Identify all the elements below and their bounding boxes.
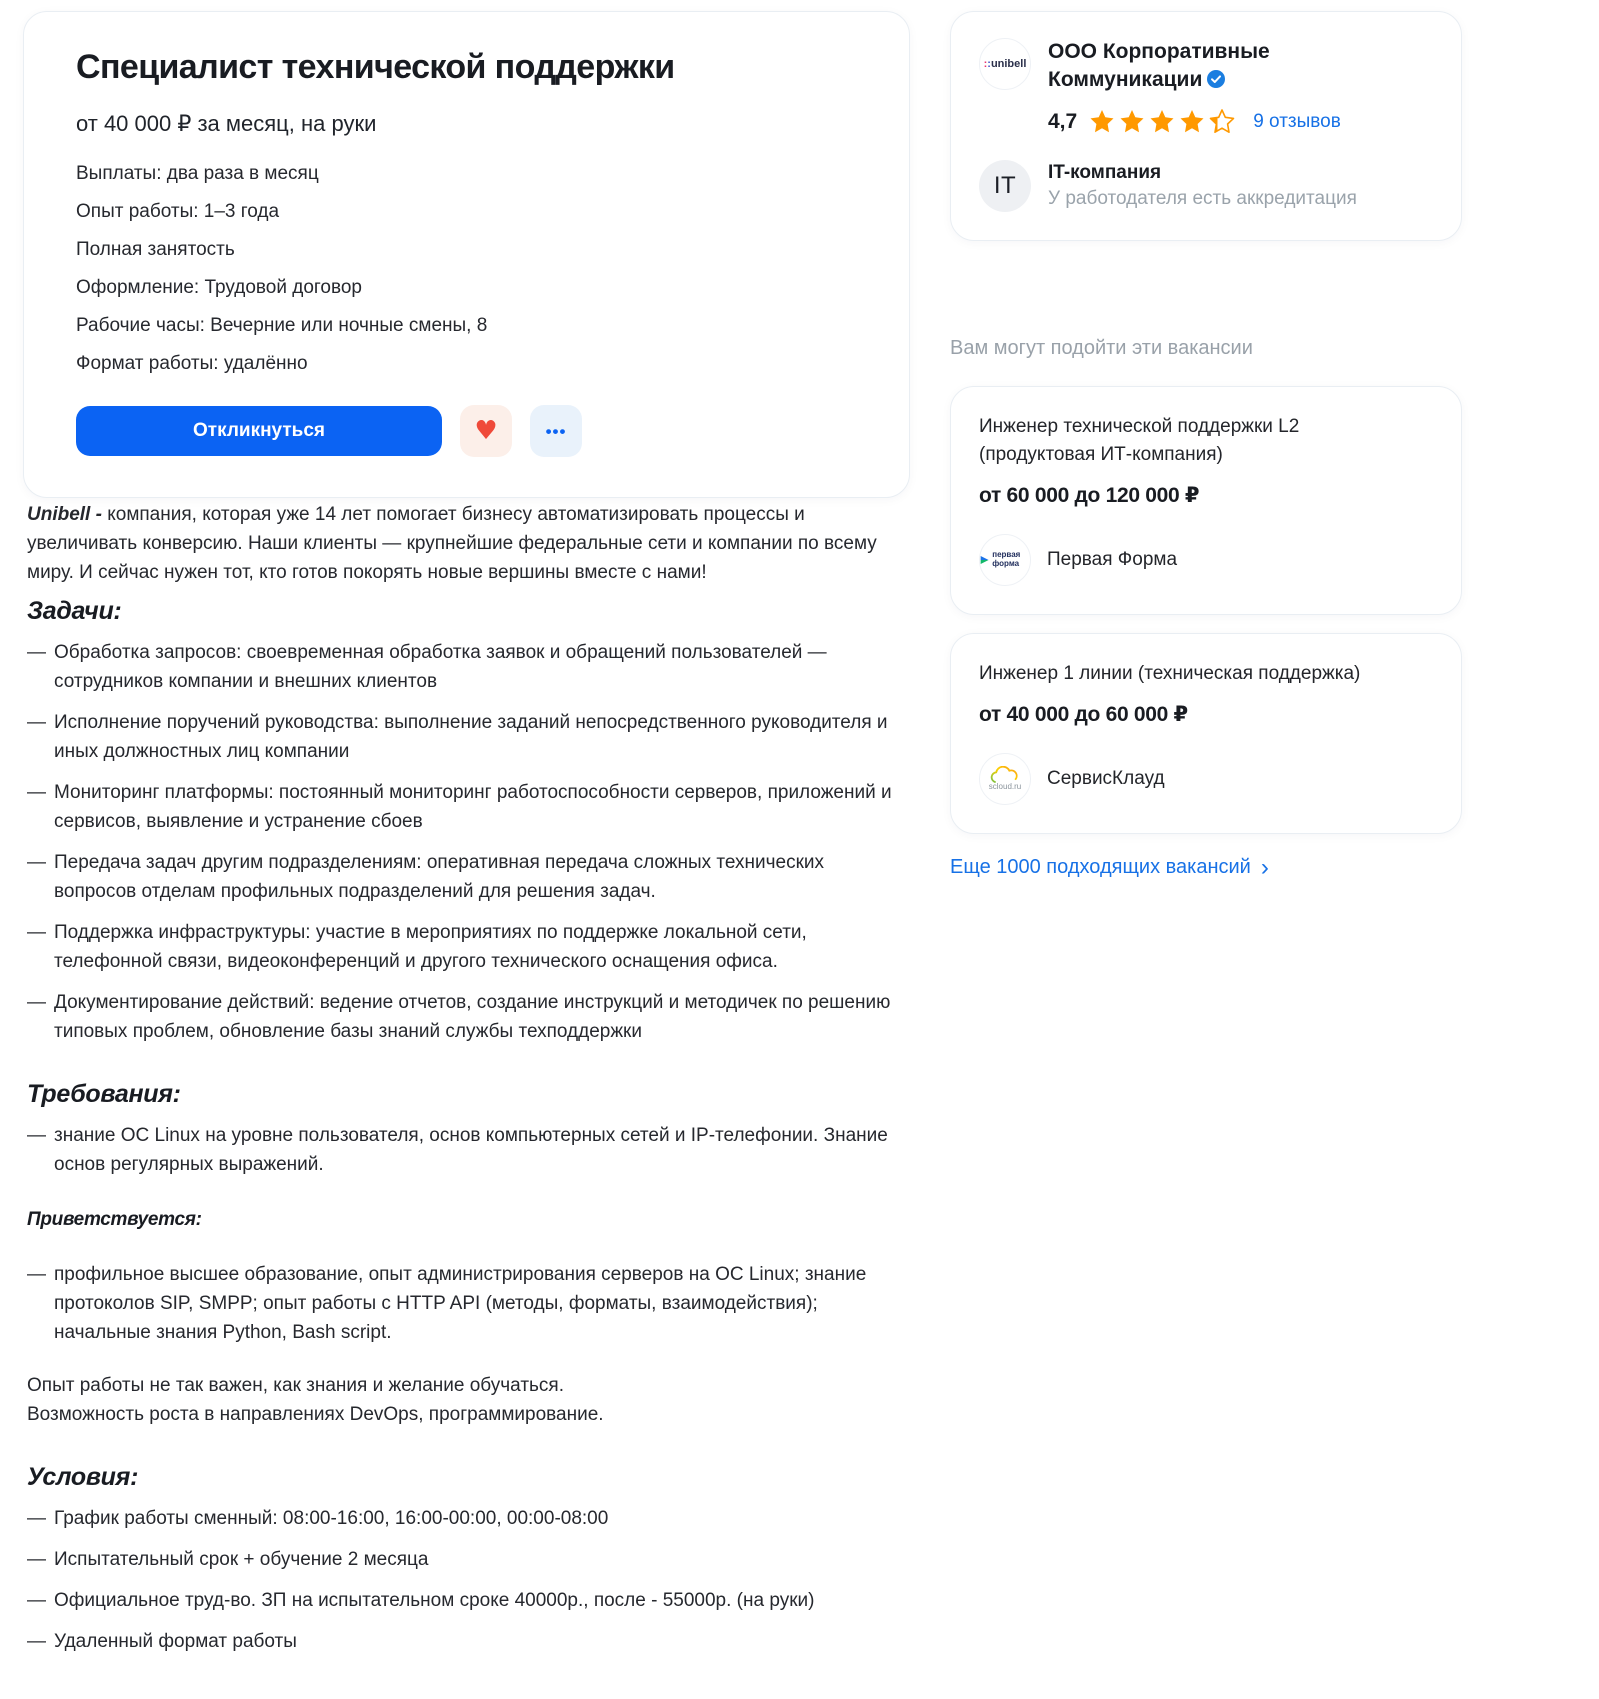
employer-logo: ::unibell bbox=[979, 38, 1031, 90]
suggested-company-name: Первая Форма bbox=[1047, 548, 1178, 570]
chevron-right-icon: › bbox=[1260, 853, 1269, 881]
action-buttons-row bbox=[76, 405, 857, 457]
intro-text: компания, которая уже 14 лет помогает бизнесу автоматизировать процессы и увеличивать конверсию. Наши клиенты — крупнейшие федеральные сети и компании по всему миру. И сейчас нужен тот, кто готов покорять новые вершины вместе с нами! bbox=[27, 504, 877, 583]
suggested-vacancy-title: Инженер 1 линии (техническая поддержка) bbox=[979, 662, 1361, 684]
condition-item: — Испытательный срок + обучение 2 месяца bbox=[27, 1545, 907, 1574]
it-company-label: IT-компания bbox=[1048, 161, 1162, 183]
suggested-vacancy-salary: от 60 000 до 120 000 ₽ bbox=[979, 483, 1200, 507]
employer-card bbox=[950, 11, 1462, 241]
suggestions-heading: Вам могут подойти эти вакансии bbox=[950, 336, 1253, 359]
tasks-heading: Задачи: bbox=[27, 597, 122, 625]
welcomed-list bbox=[27, 1260, 907, 1347]
star-rating-icon bbox=[1089, 108, 1241, 136]
suggested-vacancy-card[interactable] bbox=[950, 633, 1462, 834]
intro-paragraph bbox=[27, 500, 907, 587]
company-name-lead: Unibell - bbox=[27, 504, 102, 525]
heart-icon: ♥ bbox=[474, 416, 498, 446]
scloud-logo-text: scloud.ru bbox=[988, 782, 1022, 792]
suggested-vacancy-card[interactable] bbox=[950, 386, 1462, 615]
task-item: — Поддержка инфраструктуры: участие в мероприятиях по поддержке локальной сети, телефонной связи, видеоконференций и другого технического оснащения офиса. bbox=[27, 918, 907, 976]
task-item: — Мониторинг платформы: постоянный мониторинг работоспособности серверов, приложений и сервисов, выявление и устранение сбоев bbox=[27, 778, 907, 836]
accreditation-text: У работодателя есть аккредитация bbox=[1048, 187, 1357, 209]
sidebar bbox=[950, 11, 1462, 880]
task-item: — Передача задач другим подразделениям: оперативная передача сложных технических вопросов отделам профильных подразделений для решения задач. bbox=[27, 848, 907, 906]
play-triangle-icon bbox=[980, 553, 989, 567]
welcomed-item: — профильное высшее образование, опыт администрирования серверов на ОС Linux; знание протоколов SIP, SMPP; опыт работы с HTTP API (методы, форматы, взаимодействия); начальные знания Python, Bash script. bbox=[27, 1260, 907, 1347]
apply-button[interactable]: Откликнуться bbox=[76, 406, 442, 456]
detail-payouts: Выплаты: два раза в месяц bbox=[76, 163, 319, 184]
tasks-list bbox=[27, 638, 907, 1046]
vacancy-description bbox=[27, 500, 907, 1668]
rating-value: 4,7 bbox=[1048, 109, 1078, 133]
requirements-heading: Требования: bbox=[27, 1080, 181, 1108]
it-company-icon: IT bbox=[979, 160, 1031, 212]
suggested-company-name: СервисКлауд bbox=[1047, 767, 1165, 789]
task-item: — Обработка запросов: своевременная обработка заявок и обращений пользователей — сотрудников компании и внешних клиентов bbox=[27, 638, 907, 696]
conditions-list bbox=[27, 1504, 907, 1656]
reviews-link[interactable]: 9 отзывов bbox=[1253, 110, 1341, 132]
detail-contract: Оформление: Трудовой договор bbox=[76, 277, 362, 298]
note-line: Опыт работы не так важен, как знания и желание обучаться. bbox=[27, 1375, 564, 1396]
verified-badge-icon bbox=[1206, 69, 1226, 97]
notes-block bbox=[27, 1371, 907, 1429]
detail-employment: Полная занятость bbox=[76, 239, 235, 260]
employer-logo-text: unibell bbox=[990, 58, 1027, 70]
condition-item: — Удаленный формат работы bbox=[27, 1627, 907, 1656]
page-title: Специалист технической поддержки bbox=[76, 48, 675, 86]
employer-rating-row bbox=[1048, 108, 1433, 136]
note-line: Возможность роста в направлениях DevOps, программирование. bbox=[27, 1404, 604, 1425]
ellipsis-icon: ••• bbox=[545, 421, 567, 441]
employer-name-link[interactable]: ООО Корпоративные Коммуникации bbox=[1048, 38, 1378, 98]
requirement-item: — знание ОС Linux на уровне пользователя, основ компьютерных сетей и IP-телефонии. Знание основ регулярных выражений. bbox=[27, 1121, 907, 1179]
task-item: — Документирование действий: ведение отчетов, создание инструкций и методичек по решению типовых проблем, обновление базы знаний службы техподдержки bbox=[27, 988, 907, 1046]
conditions-heading: Условия: bbox=[27, 1463, 139, 1491]
more-options-button[interactable] bbox=[530, 405, 582, 457]
more-vacancies-link[interactable]: Еще 1000 подходящих вакансий › bbox=[950, 853, 1269, 881]
detail-experience: Опыт работы: 1–3 года bbox=[76, 201, 280, 222]
condition-item: — График работы сменный: 08:00-16:00, 16:00-00:00, 00:00-08:00 bbox=[27, 1504, 907, 1533]
pervaya-forma-logo-text: первая форма bbox=[992, 549, 1021, 568]
suggested-vacancy-title: Инженер технической поддержки L2 (продуктовая ИТ-компания) bbox=[979, 415, 1300, 465]
vacancy-header-card bbox=[23, 11, 910, 498]
requirements-list bbox=[27, 1121, 907, 1179]
welcomed-heading: Приветствуется: bbox=[27, 1209, 202, 1230]
it-company-row bbox=[979, 160, 1433, 212]
task-item: — Исполнение поручений руководства: выполнение заданий непосредственного руководителя и иных должностных лиц компании bbox=[27, 708, 907, 766]
pervaya-forma-logo bbox=[979, 534, 1031, 586]
detail-hours: Рабочие часы: Вечерние или ночные смены, 8 bbox=[76, 315, 488, 336]
suggested-vacancy-salary: от 40 000 до 60 000 ₽ bbox=[979, 702, 1188, 726]
salary-text: от 40 000 ₽ за месяц, на руки bbox=[76, 111, 377, 136]
condition-item: — Официальное труд-во. ЗП на испытательном сроке 40000р., после - 55000р. (на руки) bbox=[27, 1586, 907, 1615]
favorite-button[interactable] bbox=[460, 405, 512, 457]
scloud-logo bbox=[979, 753, 1031, 805]
detail-format: Формат работы: удалённо bbox=[76, 353, 308, 374]
